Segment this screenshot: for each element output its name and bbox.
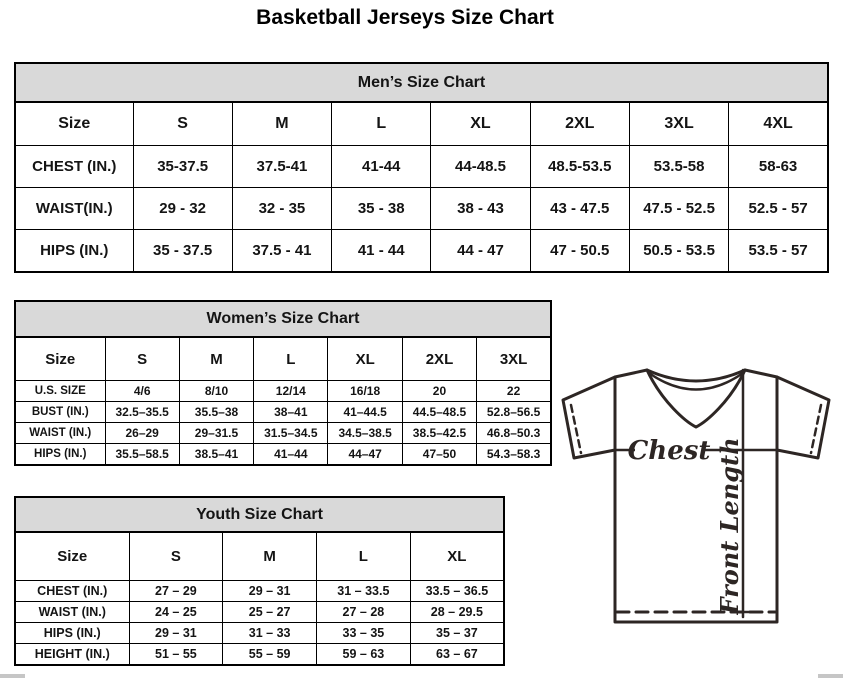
table-cell: 41–44.5 [328, 402, 402, 423]
column-header: 2XL [530, 102, 629, 146]
table-cell: 22 [477, 381, 551, 402]
table-cell: 35.5–58.5 [105, 444, 179, 466]
column-header: M [179, 337, 253, 381]
chest-label: Chest [627, 436, 711, 466]
table-cell: 31 – 33.5 [317, 581, 411, 602]
column-header: S [105, 337, 179, 381]
jersey-right-sleeve [777, 377, 829, 458]
table-cell: 59 – 63 [317, 644, 411, 666]
table-cell: 54.3–58.3 [477, 444, 551, 466]
table-cell: 44-48.5 [431, 146, 530, 188]
table-row [15, 146, 828, 188]
row-label: HIPS (IN.) [15, 623, 129, 644]
table-caption: Women’s Size Chart [15, 301, 551, 337]
table-cell: 38 - 43 [431, 188, 530, 230]
table-caption: Men’s Size Chart [15, 63, 828, 102]
table-cell: 29 – 31 [129, 623, 223, 644]
column-header: Size [15, 532, 129, 581]
column-header: 4XL [729, 102, 828, 146]
column-header: S [133, 102, 232, 146]
table-cell: 31 – 33 [223, 623, 317, 644]
column-header: M [223, 532, 317, 581]
jersey-torso-outline [615, 370, 777, 622]
table-cell: 25 – 27 [223, 602, 317, 623]
table-cell: 53.5-58 [629, 146, 728, 188]
column-header: 3XL [629, 102, 728, 146]
table-cell: 41-44 [332, 146, 431, 188]
table-row [15, 423, 551, 444]
table-cell: 32 - 35 [232, 188, 331, 230]
table-cell: 63 – 67 [410, 644, 504, 666]
hscrollbar-right-fragment[interactable] [818, 674, 843, 678]
row-label: HEIGHT (IN.) [15, 644, 129, 666]
column-header: S [129, 532, 223, 581]
table-cell: 33 – 35 [317, 623, 411, 644]
row-label: WAIST (IN.) [15, 423, 105, 444]
row-label: U.S. SIZE [15, 381, 105, 402]
page-title: Basketball Jerseys Size Chart [256, 6, 554, 29]
header-row [15, 337, 551, 381]
table-cell: 32.5–35.5 [105, 402, 179, 423]
table-cell: 16/18 [328, 381, 402, 402]
table-cell: 12/14 [254, 381, 328, 402]
table-cell: 31.5–34.5 [254, 423, 328, 444]
row-label: HIPS (IN.) [15, 230, 133, 273]
table-cell: 47 - 50.5 [530, 230, 629, 273]
column-header: L [254, 337, 328, 381]
column-header: XL [410, 532, 504, 581]
table-cell: 29–31.5 [179, 423, 253, 444]
table-cell: 35 – 37 [410, 623, 504, 644]
table-cell: 35 - 37.5 [133, 230, 232, 273]
row-label: CHEST (IN.) [15, 146, 133, 188]
jersey-svg [550, 360, 842, 652]
header-row [15, 102, 828, 146]
jersey-left-sleeve [563, 377, 615, 458]
row-label: CHEST (IN.) [15, 581, 129, 602]
column-header: M [232, 102, 331, 146]
row-label: WAIST(IN.) [15, 188, 133, 230]
table-cell: 47–50 [402, 444, 476, 466]
table-cell: 55 – 59 [223, 644, 317, 666]
table-row [15, 188, 828, 230]
collar-v-outer [647, 370, 745, 427]
table-cell: 41 - 44 [332, 230, 431, 273]
column-header: L [317, 532, 411, 581]
youth-size-table [14, 496, 505, 666]
table-row [15, 444, 551, 466]
table-cell: 44–47 [328, 444, 402, 466]
hscrollbar-left-fragment[interactable] [0, 674, 25, 678]
table-row [15, 402, 551, 423]
table-cell: 48.5-53.5 [530, 146, 629, 188]
table-cell: 43 - 47.5 [530, 188, 629, 230]
table-cell: 35.5–38 [179, 402, 253, 423]
jersey-diagram [550, 360, 842, 652]
table-caption: Youth Size Chart [15, 497, 504, 532]
column-header: Size [15, 102, 133, 146]
table-row [15, 644, 504, 666]
column-header: 2XL [402, 337, 476, 381]
table-cell: 28 – 29.5 [410, 602, 504, 623]
column-header: 3XL [477, 337, 551, 381]
table-cell: 53.5 - 57 [729, 230, 828, 273]
table-cell: 44 - 47 [431, 230, 530, 273]
table-cell: 52.8–56.5 [477, 402, 551, 423]
table-cell: 24 – 25 [129, 602, 223, 623]
row-label: HIPS (IN.) [15, 444, 105, 466]
table-cell: 29 - 32 [133, 188, 232, 230]
table-cell: 34.5–38.5 [328, 423, 402, 444]
mens-size-table [14, 62, 829, 273]
table-cell: 4/6 [105, 381, 179, 402]
table-cell: 47.5 - 52.5 [629, 188, 728, 230]
table-cell: 27 – 28 [317, 602, 411, 623]
table-cell: 33.5 – 36.5 [410, 581, 504, 602]
table-row [15, 623, 504, 644]
table-cell: 38–41 [254, 402, 328, 423]
table-row [15, 581, 504, 602]
table-cell: 20 [402, 381, 476, 402]
table-cell: 35 - 38 [332, 188, 431, 230]
table-cell: 37.5 - 41 [232, 230, 331, 273]
table-row [15, 230, 828, 273]
table-row [15, 381, 551, 402]
column-header: Size [15, 337, 105, 381]
table-cell: 29 – 31 [223, 581, 317, 602]
table-cell: 51 – 55 [129, 644, 223, 666]
table-cell: 58-63 [729, 146, 828, 188]
table-cell: 35-37.5 [133, 146, 232, 188]
table-cell: 27 – 29 [129, 581, 223, 602]
table-cell: 8/10 [179, 381, 253, 402]
column-header: XL [328, 337, 402, 381]
column-header: XL [431, 102, 530, 146]
table-cell: 50.5 - 53.5 [629, 230, 728, 273]
table-cell: 52.5 - 57 [729, 188, 828, 230]
table-cell: 38.5–42.5 [402, 423, 476, 444]
womens-size-table [14, 300, 552, 466]
table-row [15, 602, 504, 623]
table-cell: 37.5-41 [232, 146, 331, 188]
table-cell: 41–44 [254, 444, 328, 466]
table-cell: 26–29 [105, 423, 179, 444]
table-cell: 38.5–41 [179, 444, 253, 466]
header-row [15, 532, 504, 581]
column-header: L [332, 102, 431, 146]
front-length-label: Front Length [715, 437, 744, 615]
table-cell: 44.5–48.5 [402, 402, 476, 423]
row-label: WAIST (IN.) [15, 602, 129, 623]
table-cell: 46.8–50.3 [477, 423, 551, 444]
row-label: BUST (IN.) [15, 402, 105, 423]
